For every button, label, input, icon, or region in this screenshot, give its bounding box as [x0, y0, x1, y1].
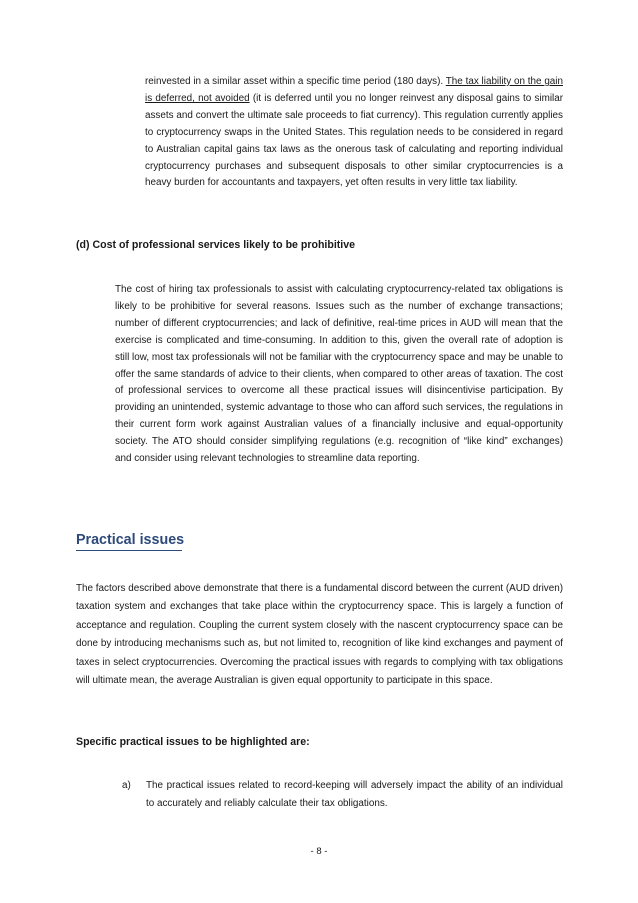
section-d-body: The cost of hiring tax professionals to assist with calculating cryptocurrency-related tax obligations is likely to be prohibitive for several reasons. Issues such as the number of exchange transactions; number of different cryptocurrencies; and lack of definitive, real-time prices in AUD will mean that the exercise is complicated and time-consuming. In addition to this, given the overall rate of adoption is still low, most tax professionals will not be familiar with the cryptocurrency space and may be unable to offer the same standards of advice to their clients, when compared to other areas of taxation. The cost of professional services to overcome all these practical issues will disincentivise participation. By providing an unintended, systemic advantage to those who can afford such services, the regulations in their current form work against Australian values of a financially inclusive and equal-opportunity society. The ATO should consider simplifying regulations (e.g. recognition of “like kind” exchanges) and consider using relevant technologies to streamline data reporting.: [115, 284, 563, 465]
practical-issues-body: The factors described above demonstrate that there is a fundamental discord between the current (AUD driven) taxation system and exchanges that take place within the cryptocurrency space. This is largely a function of acceptance and regulation. Coupling the current system closely with the nascent cryptocurrency space can be done by introducing mechanisms such as, but not limited to, recognition of like kind exchanges and payment of taxes in select cryptocurrencies. Overcoming the practical issues with regards to complying with tax obligations will ultimate mean, the average Australian is given equal opportunity to participate in this space.: [76, 583, 563, 687]
continued-paragraph: [145, 74, 563, 192]
practical-issues-subheading: Specific practical issues to be highlighted are:: [76, 736, 310, 748]
list-item-marker: a): [122, 780, 131, 791]
continued-paragraph-text-after: (it is deferred until you no longer reinvest any disposal gains to similar assets and convert the ultimate sale proceeds to fiat currency). This regulation currently applies to cryptocurrency swaps in the United States. This regulation needs to be considered in regard to Australian capital gains tax laws as the onerous task of calculating and reporting individual cryptocurrency purchases and subsequent disposals to other similar cryptocurrencies is a heavy burden for accountants and taxpayers, yet often results in very little tax liability.: [145, 92, 564, 189]
practical-issues-title-underline: [76, 550, 182, 551]
continued-paragraph-underlined: The tax liability on the gain is deferred, not avoided: [145, 76, 563, 104]
section-d-heading: (d) Cost of professional services likely to be prohibitive: [76, 239, 356, 251]
practical-issues-title: Practical issues: [76, 532, 185, 548]
page-number: - 8 -: [310, 846, 328, 857]
list-item-text: The practical issues related to record-keeping will adversely impact the ability of an individual to accurately and reliably calculate their tax obligations.: [146, 780, 563, 809]
continued-paragraph-text-before: reinvested in a similar asset within a specific time period (180 days).: [145, 76, 446, 87]
